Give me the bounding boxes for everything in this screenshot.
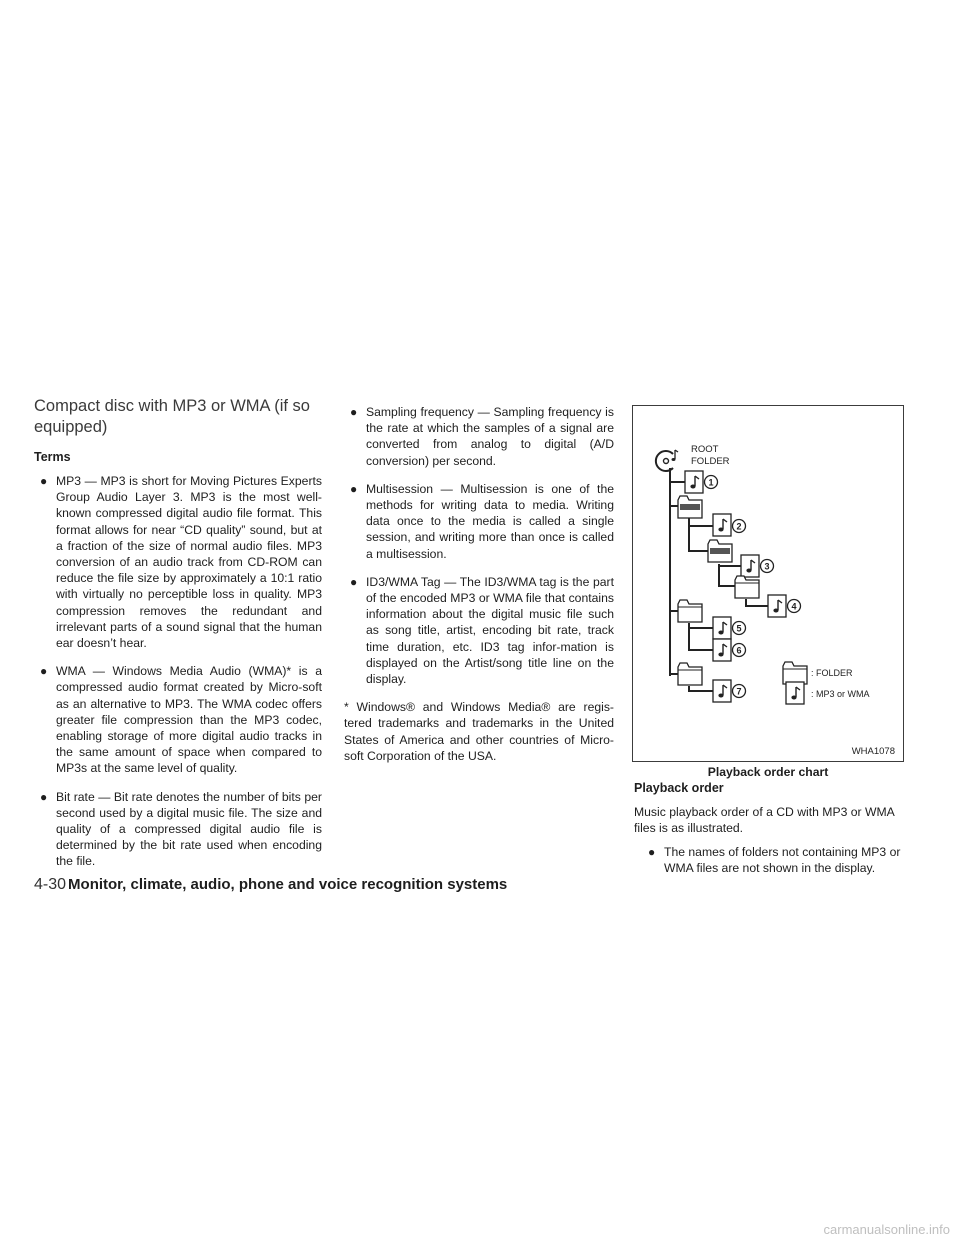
playback-note [648, 844, 926, 876]
bullet-icon: ● [40, 789, 48, 804]
root-label-2: FOLDER [691, 456, 730, 467]
term-text: ID3/WMA Tag — The ID3/WMA tag is the part of the encoded MP3 or WMA file that contains information about the digital music file such as song title, artist, encoding bit rate, track time duration, etc. ID3 tag infor-mation is displayed on the Artist/song title line on the display. [366, 574, 614, 687]
figure-code: WHA1078 [851, 746, 895, 757]
playback-note-text: The names of folders not containing MP3 or WMA files are not shown in the display. [664, 845, 901, 876]
section-title: Compact disc with MP3 or WMA (if so equipped) [34, 397, 310, 436]
track-number: 7 [736, 686, 742, 697]
watermark: carmanualsonline.info [823, 1222, 950, 1237]
track-number: 1 [708, 477, 714, 488]
term-item [350, 574, 614, 687]
terms-column-2 [344, 404, 614, 764]
playback-order-text: Music playback order of a CD with MP3 or WMA files is as illustrated. [634, 805, 895, 836]
root-label-1: ROOT [691, 444, 719, 455]
term-item [40, 789, 322, 870]
playback-order-figure [632, 405, 904, 762]
bullet-icon: ● [350, 405, 358, 419]
music-file-icon [713, 639, 731, 661]
folder-tree-diagram [633, 406, 902, 760]
folder-icon [708, 540, 732, 562]
legend-file-label: : MP3 or WMA [811, 689, 870, 699]
term-text: Sampling frequency — Sampling frequency is the rate at which the samples of a signal are converted from analog to digital (A/D conversion) per second. [366, 405, 614, 468]
terms-column-1 [40, 473, 322, 882]
folder-icon [678, 600, 702, 622]
bullet-icon: ● [350, 574, 358, 589]
term-item [350, 481, 614, 562]
term-text: Bit rate — Bit rate denotes the number of bits per second used by a digital music file. The size and quality of a compressed digital audio file is determined by the bit rate used when encoding the file. [56, 789, 322, 869]
trademark-note: * Windows® and Windows Media® are regis-tered trademarks and trademarks in the United States of America and other countries of Micro-soft Corporation of the USA. [344, 700, 614, 763]
folder-icon [678, 496, 702, 518]
term-item [350, 404, 614, 469]
music-file-icon [685, 471, 703, 493]
cd-icon [656, 450, 678, 471]
bullet-icon: ● [648, 845, 656, 859]
terms-heading: Terms [34, 450, 71, 464]
folder-icon [735, 576, 759, 598]
track-number: 2 [736, 521, 742, 532]
term-text: WMA — Windows Media Audio (WMA)* is a compressed audio format created by Micro-soft as an alternative to MP3. The WMA codec offers greater file compression than the MP3 codec, enabling storage of more digital audio tracks in the same amount of space when compared to MP3s at the same level of quality. [56, 664, 322, 776]
track-number: 3 [764, 561, 770, 572]
page-number: 4-30 [34, 876, 67, 893]
music-file-icon [713, 680, 731, 702]
term-item [40, 663, 322, 776]
legend-folder-icon [783, 662, 807, 684]
chapter-title: Monitor, climate, audio, phone and voice recognition systems [68, 876, 508, 893]
term-text: MP3 — MP3 is short for Moving Pictures Experts Group Audio Layer 3. MP3 is the most well-known compressed digital audio file format. This format allows for near “CD quality” sound, but at a fraction of the size of normal audio files. MP3 conversion of an audio track from CD-ROM can reduce the file size by approximately a 10:1 ratio with virtually no perceptible loss in quality. MP3 compression removes the redundant and irrelevant parts of a sound signal that the human ear doesn’t hear. [56, 474, 322, 651]
track-number: 5 [736, 623, 742, 634]
term-text: Multisession — Multisession is one of the methods for writing data to media. Writing data once to the media is called a single session, and writing more than once is called a multisession. [366, 481, 614, 561]
legend-folder-label: : FOLDER [811, 668, 853, 678]
term-item [40, 473, 322, 651]
music-file-icon [768, 595, 786, 617]
folder-icon [678, 663, 702, 685]
music-file-icon [713, 617, 731, 639]
bullet-icon: ● [350, 481, 358, 496]
music-file-icon [741, 555, 759, 577]
bullet-icon: ● [40, 664, 48, 679]
track-number: 6 [736, 645, 742, 656]
figure-caption: Playback order chart [707, 765, 829, 779]
track-number: 4 [791, 601, 797, 612]
playback-order-heading: Playback order [634, 781, 724, 795]
legend-file-icon [786, 682, 804, 704]
music-file-icon [713, 514, 731, 536]
page-footer [34, 876, 924, 894]
bullet-icon: ● [40, 474, 48, 488]
